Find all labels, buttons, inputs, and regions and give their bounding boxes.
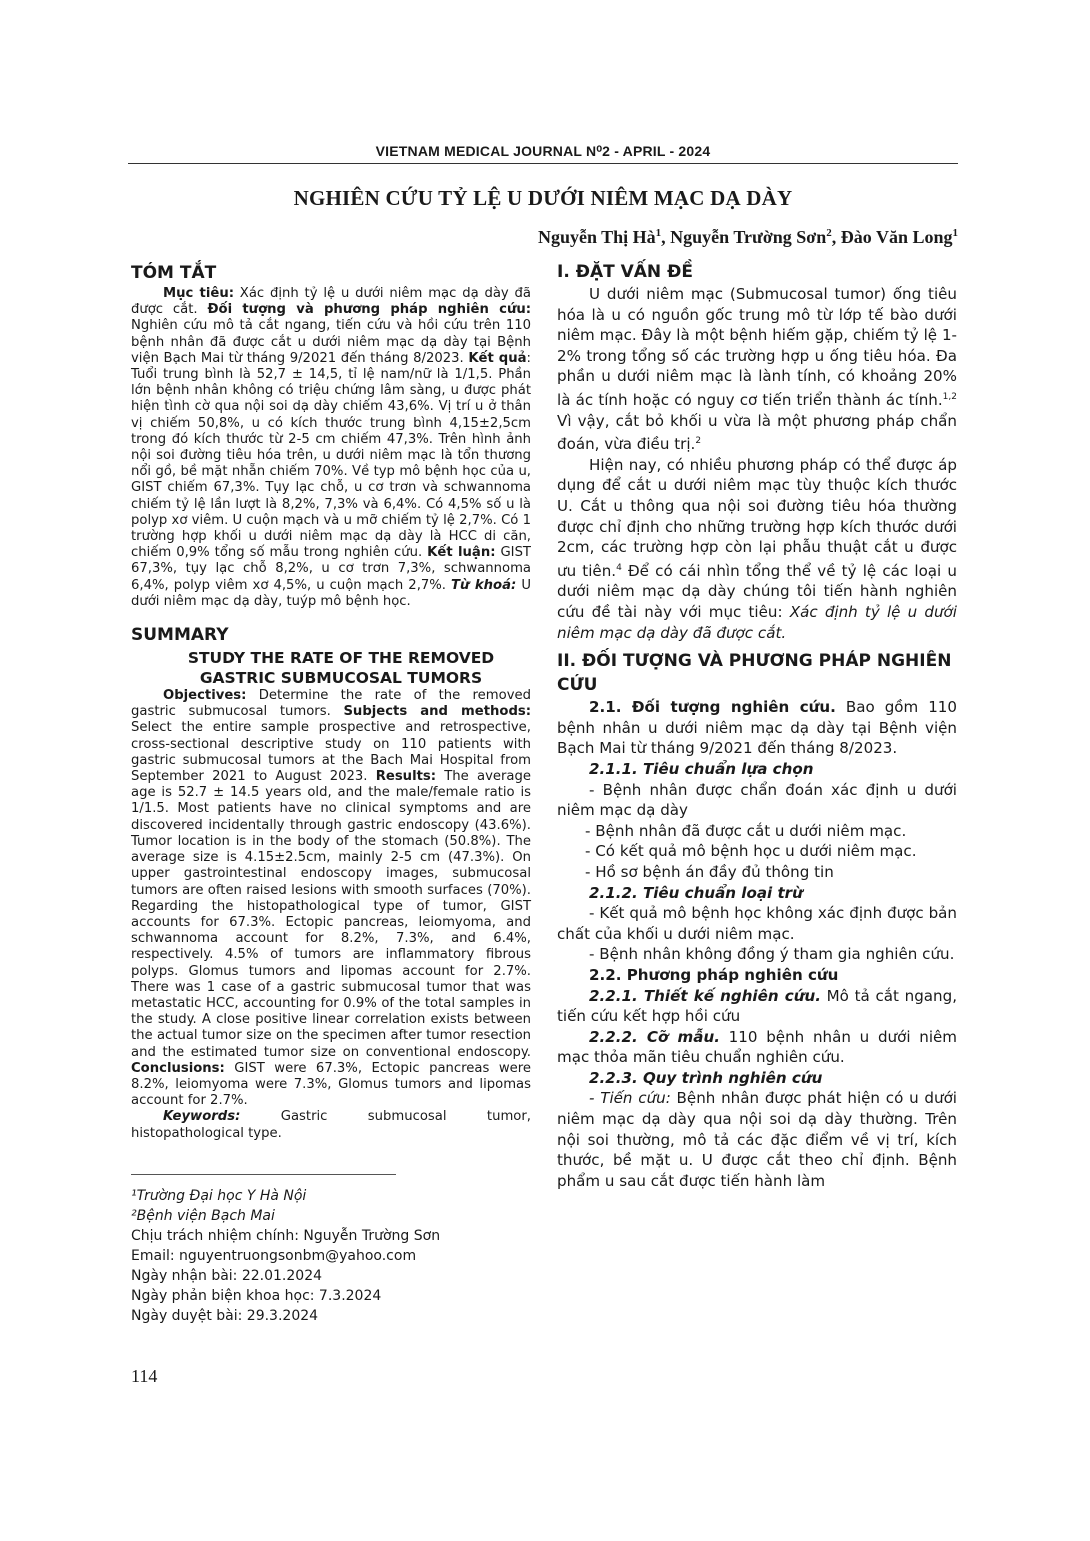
author-name: Nguyễn Trường Sơn	[670, 227, 827, 247]
header-divider	[128, 163, 958, 164]
affiliation-2: ²Bệnh viện Bạch Mai	[131, 1207, 275, 1224]
article-title: NGHIÊN CỨU TỶ LỆ U DƯỚI NIÊM MẠC DẠ DÀY	[293, 186, 793, 210]
exclusion-item: - Kết quả mô bệnh học không xác định được bản chất của khối u dưới niêm mạc.	[557, 904, 957, 943]
review-date: Ngày phản biện khoa học: 7.3.2024	[131, 1287, 382, 1304]
procedure-heading: 2.2.3. Quy trình nghiên cứu	[589, 1068, 823, 1087]
citation-ref: 2	[695, 436, 702, 447]
footnotes	[131, 1186, 531, 1326]
received-date: Ngày nhận bài: 22.01.2024	[131, 1267, 323, 1284]
exclusion-heading: 2.1.2. Tiêu chuẩn loại trừ	[589, 883, 803, 902]
inclusion-heading: 2.1.1. Tiêu chuẩn lựa chọn	[589, 759, 814, 778]
intro-paragraph-2: Hiện nay, có nhiều phương pháp có thể được áp dụng để cắt u dưới niêm mạc tùy thuộc kích thước U. Cắt u thông qua nội soi đường tiêu hóa thường được chỉ định cho những trường hợp kích thước dưới 2cm, các trường hợp còn lại phẫu thuật cắt u được ưu tiên.$^4$ Để có cái nhìn tổng thể về tỷ lệ các loại u dưới niêm mạc dạ dày chúng tôi tiến hành nghiên cứu đề tài này với mục tiêu: Xác định tỷ lệ u dưới niêm mạc dạ dày đã được cắt.	[557, 455, 957, 642]
abstract-heading: TÓM TẮT	[131, 263, 217, 283]
summary-title: STUDY THE RATE OF THE REMOVED GASTRIC SUBMUCOSAL TUMORS	[187, 649, 495, 688]
corresponding-email: Email: nguyentruongsonbm@yahoo.com	[131, 1247, 417, 1264]
section-heading-methods: II. ĐỐI TƯỢNG VÀ PHƯƠNG PHÁP NGHIÊN CỨU	[557, 651, 952, 696]
page-number: 114	[131, 1366, 158, 1386]
author-affiliation-mark: 2	[826, 227, 832, 239]
english-summary: Objectives: Determine the rate of the removed gastric submucosal tumors. Subjects and methods: Select the entire sample prospective and retrospective, cross-sectional descriptive study on 110 patients with gastric submucosal tumors at the Bach Mai Hospital from September 2021 to August 2023. Results: The average age is 52.7 ± 14.5 years old, and the male/female ratio is 1/1.5. Most patients have no clinical symptoms and are discovered incidentally through gastric endoscopy (43.6%). Tumor location is in the body of the stomach (50.8%). The average size is 4.15±2.5cm, mainly 2-5 cm (47.3%). On upper gastrointestinal endoscopy images, submucosal tumors are often raised lesions with smooth surfaces (70%). Regarding the histopathological type of tumor, GIST accounts for 67.3%. Ectopic pancreas, leiomyoma, and schwannoma account for 8.2%, 7.3%, and 6.4%, respectively. 4.5% of tumors are inflammatory fibrous polyps. Glomus tumors and lipomas account for 2.7%. There was 1 case of a gastric submucosal tumor that was metastatic HCC, accounting for 0.9% of the total samples in the study. A close positive linear correlation exists between the actual tumor size on the specimen after tumor resection and the estimated tumor size on conventional endoscopy. Conclusions: GIST were 67.3%, Ectopic pancreas were 8.2%, leiomyoma were 7.3%, Glomus tumors and lipomas account for 2.7%.	[131, 688, 532, 1109]
author-name: Nguyễn Thị Hà	[537, 227, 656, 247]
intro-paragraph-1: U dưới niêm mạc (Submucosal tumor) ống tiêu hóa là u có nguồn gốc trung mô từ lớp tế bào dưới niêm mạc. Đây là một bệnh hiếm gặp, chiếm tỷ lệ 1-2% trong tổng số các trường hợp u ống tiêu hóa. Đa phần u dưới niêm mạc là lành tính, có khoảng 20% là ác tính hoặc có nguy cơ tiến triển thành ác tính.$^{1,2}$ Vì vậy, cắt bỏ khối u vừa là một phương pháp chẩn đoán, vừa điều trị.$^2$	[557, 285, 957, 454]
methods-subheading: 2.2. Phương pháp nghiên cứu	[589, 965, 839, 984]
approved-date: Ngày duyệt bài: 29.3.2024	[131, 1307, 319, 1324]
exclusion-item: - Bệnh nhân không đồng ý tham gia nghiên cứu.	[589, 945, 955, 964]
procedure-prospective: - Tiến cứu: Bệnh nhân được phát hiện có u dưới niêm mạc dạ dày qua nội soi dạ dày thường. Trên nội soi thường, mô tả các đặc điểm về vị trí, kích thước, bề mặt u. U được cắt theo chỉ định. Bệnh phẩm u sau cắt được tiến hành làm	[557, 1089, 957, 1190]
author-list: Nguyễn Thị $Hà^1$, Nguyễn Trường Sơn$^2$, Đào Văn Long$^1$	[537, 227, 958, 247]
english-keywords: Keywords: Gastric submucosal tumor, histopathological type.	[131, 1109, 531, 1141]
inclusion-item: - Có kết quả mô bệnh học u dưới niêm mạc.	[585, 842, 917, 861]
vietnamese-abstract: Mục tiêu: Xác định tỷ lệ u dưới niêm mạc dạ dày đã được cắt. Đối tượng và phương pháp nghiên cứu: Nghiên cứu mô tả cắt ngang, tiến cứu và hồi cứu trên 110 bệnh nhân đã được cắt u dưới niêm mạc dạ dày tại Bệnh viện Bạch Mai từ tháng 9/2021 đến tháng 8/2023. Kết quả: Tuổi trung bình là 52,7 ± 14,5, tỉ lệ nam/nữ là 1/1,5. Phần lớn bệnh nhân không có triệu chứng lâm sàng, u được phát hiện tình cờ qua nội soi dạ dày chiếm 43,6%. Vị trí u ở thân vị chiếm 50,8%, u có kích thước trung bình 4,15±2,5cm trong đó kích thước từ 2-5 cm chiếm 47,3%. Trên hình ảnh nội soi đường tiêu hóa trên, u dưới niêm mạc là tổn thương nổi gồ, bề mặt nhẵn chiếm 70%. Về typ mô bệnh học của u, GIST chiếm 67,3%. Tụy lạc chỗ, u cơ trơn và schwannoma chiếm tỷ lệ lần lượt là 8,2%, 7,3% và 6,4%. Có 4,5% số u là polyp xơ viêm. U cuộn mạch và u mỡ chiếm tỷ lệ 2,7%. Có 1 trường hợp khối u dưới niêm mạc dạ dày là HCC di căn, chiếm 0,9% tổng số mẫu trong nghiên cứu. Kết luận: GIST 67,3%, tụy lạc chỗ 8,2%, u cơ trơn 7,3%, schwannoma 6,4%, polyp viêm xơ 4,5%, u cuộn mạch 2,7%. Từ khoá: U dưới niêm mạc dạ dày, tuýp mô bệnh học.	[131, 286, 531, 609]
affiliation-1: ¹Trường Đại học Y Hà Nội	[131, 1187, 307, 1204]
inclusion-item: - Hồ sơ bệnh án đầy đủ thông tin	[585, 862, 834, 881]
journal-header: VIETNAM MEDICAL JOURNAL N⁰2 - APRIL - 2024	[375, 143, 711, 159]
citation-ref: 1,2	[942, 391, 957, 402]
footnote-divider	[131, 1174, 396, 1175]
summary-heading: SUMMARY	[131, 625, 229, 646]
author-affiliation-mark: 1	[655, 227, 662, 239]
author-affiliation-mark: 1	[952, 227, 958, 239]
corresponding-author: Chịu trách nhiệm chính: Nguyễn Trường Sơn	[131, 1227, 441, 1244]
author-name: Đào Văn Long	[840, 227, 953, 247]
citation-ref: 4	[616, 562, 622, 573]
inclusion-item: - Bệnh nhân đã được cắt u dưới niêm mạc.	[585, 821, 907, 840]
right-column	[557, 260, 957, 1191]
left-column	[131, 262, 531, 1326]
inclusion-item: - Bệnh nhân được chẩn đoán xác định u dưới niêm mạc dạ dày	[557, 780, 957, 820]
methods-subjects: 2.1. Đối tượng nghiên cứu. Bao gồm 110 bệnh nhân u dưới niêm mạc dạ dày tại Bệnh viện Bạch Mai từ tháng 9/2021 đến tháng 8/2023.	[557, 698, 958, 758]
section-heading-intro: I. ĐẶT VẤN ĐỀ	[557, 262, 693, 282]
sample-size: 2.2.2. Cỡ mẫu. 110 bệnh nhân u dưới niêm mạc thỏa mãn tiêu chuẩn nghiên cứu.	[557, 1027, 957, 1067]
study-design: 2.2.1. Thiết kế nghiên cứu. Mô tả cắt ngang, tiến cứu kết hợp hồi cứu	[557, 986, 957, 1026]
